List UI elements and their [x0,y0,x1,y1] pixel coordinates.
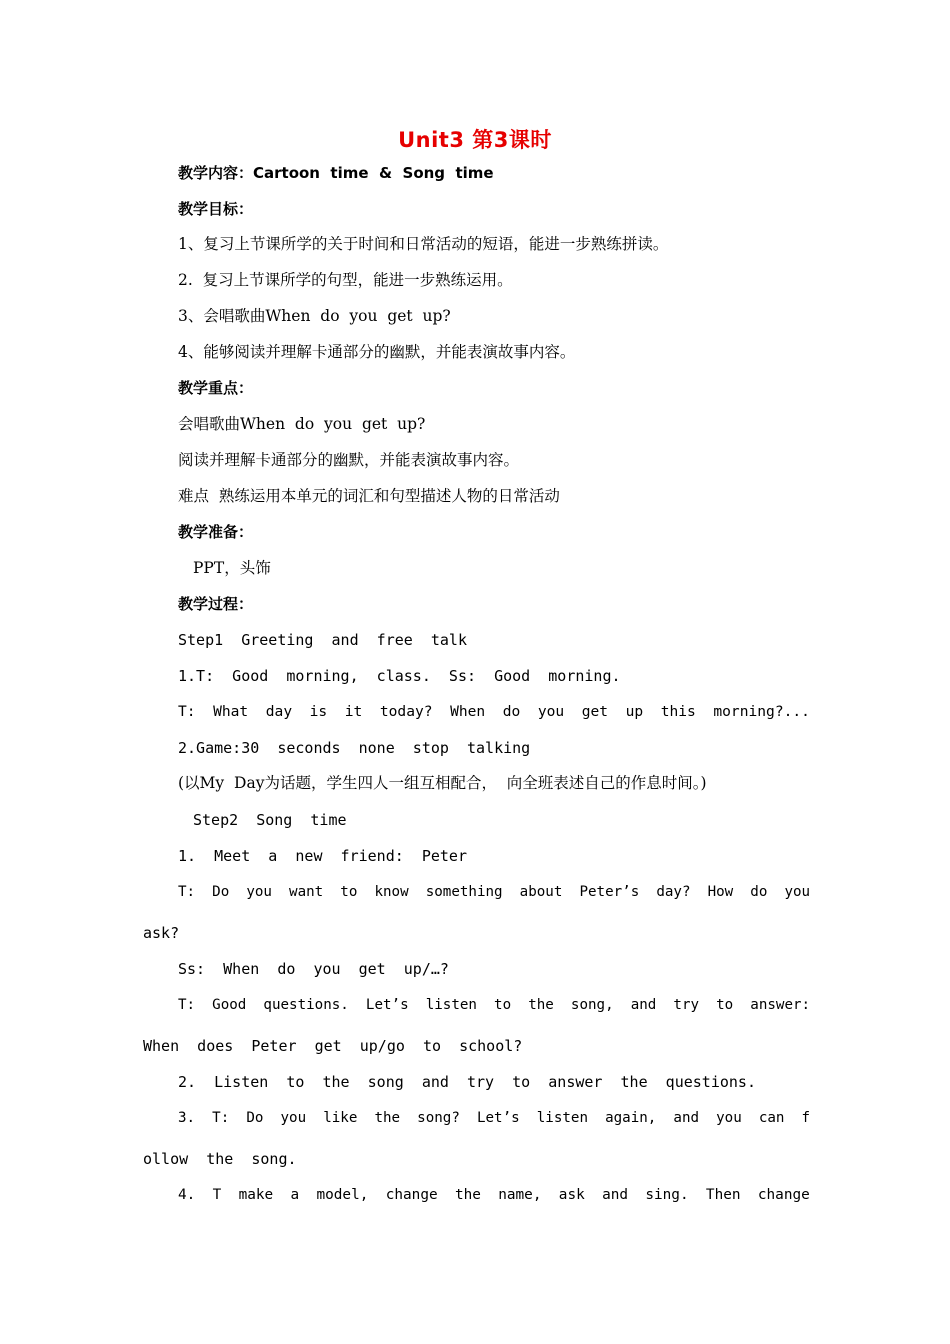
step2-line-cont: ask? [143,924,180,942]
step2-title: Step2 Song time [193,811,347,829]
step1-line: (以My Day为话题，学生四人一组互相配合， 向全班表述自己的作息时间。) [178,774,707,792]
step2-line-cont: ollow the song. [143,1150,297,1168]
content-label: 教学内容：Cartoon time & Song time [178,164,494,182]
process-label: 教学过程： [178,595,254,613]
difficulty-point: 难点 熟练运用本单元的词汇和句型描述人物的日常活动 [178,487,560,505]
step1-line: 1.T: Good morning, class. Ss: Good morning. [178,667,621,685]
document-title: Unit3 第3课时 [398,128,552,152]
step2-line-cont: When does Peter get up/go to school? [143,1037,523,1055]
key-point: 会唱歌曲When do you get up? [178,415,426,433]
step2-line: 4. T make a model, change the name, ask and sing. Then change [178,1187,810,1203]
step1-title: Step1 Greeting and free talk [178,631,467,649]
step2-line: 2. Listen to the song and try to answer the questions. [178,1073,756,1091]
step2-line: T: Do you want to know something about Peter’s day? How do you [178,884,811,900]
goal-item: 2. 复习上节课所学的句型，能进一步熟练运用。 [178,271,513,289]
prep-label: 教学准备： [178,523,254,541]
goals-label: 教学目标： [178,200,254,218]
key-point: 阅读并理解卡通部分的幽默，并能表演故事内容。 [178,451,520,469]
prep-text: PPT，头饰 [193,559,271,577]
goal-item: 3、会唱歌曲When do you get up? [178,307,451,325]
step2-line: 1. Meet a new friend: Peter [178,847,467,865]
step2-line: T: Good questions. Let’s listen to the song, and try to answer: [178,997,811,1013]
step2-line: 3. T: Do you like the song? Let’s listen again, and you can f [178,1110,811,1126]
step2-line: Ss: When do you get up/…? [178,960,449,978]
goal-item: 4、能够阅读并理解卡通部分的幽默，并能表演故事内容。 [178,343,576,361]
step1-line: 2.Game:30 seconds none stop talking [178,739,531,757]
step1-line: T: What day is it today? When do you get up this morning?... [178,703,810,720]
goal-item: 1、复习上节课所学的关于时间和日常活动的短语，能进一步熟练拼读。 [178,235,669,253]
key-label: 教学重点： [178,379,254,397]
